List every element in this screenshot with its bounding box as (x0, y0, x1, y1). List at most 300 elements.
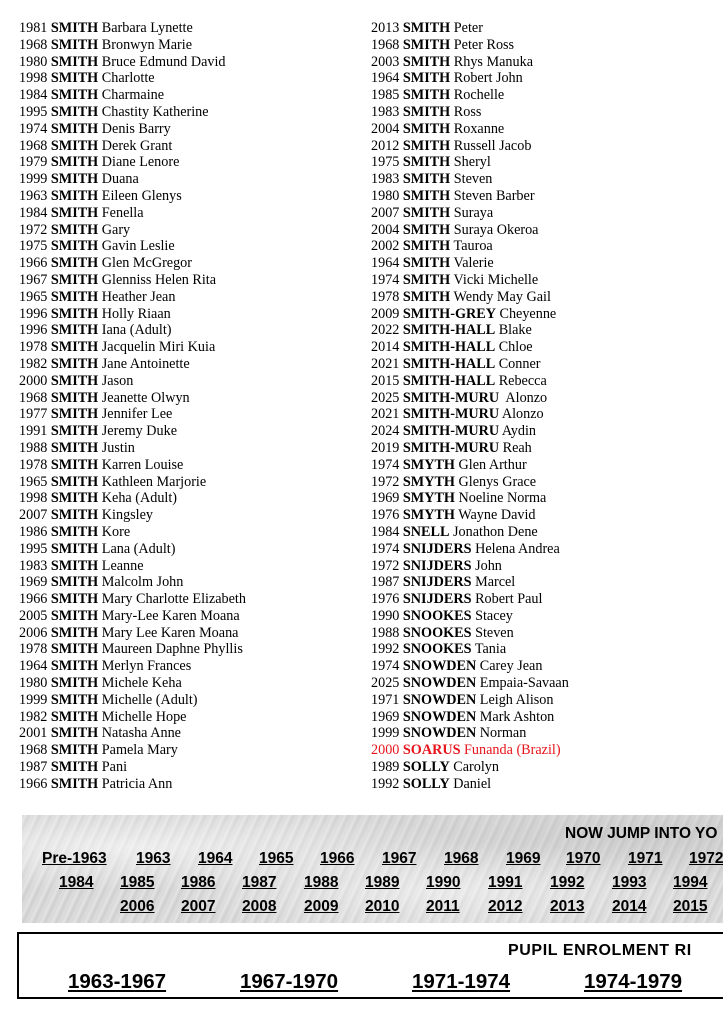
entry-given-names: Holly Riaan (101, 305, 171, 322)
entry-year: 2013 (371, 20, 400, 36)
year-link-1984[interactable]: 1984 (59, 874, 94, 891)
entry-year: 1963 (19, 187, 48, 204)
entry-given-names: Conner (498, 355, 541, 372)
entry-given-names: John (475, 557, 502, 574)
entry-year: 1980 (19, 675, 48, 692)
roll-entry (19, 742, 359, 759)
year-link-1965[interactable]: 1965 (259, 850, 294, 867)
entry-year: 1984 (371, 523, 400, 540)
roll-entry (371, 608, 723, 625)
entry-year: 1995 (19, 103, 48, 120)
entry-surname: SMITH (50, 775, 99, 792)
roll-entry (371, 356, 723, 373)
year-link-2010[interactable]: 2010 (365, 898, 400, 915)
roll-entry (371, 440, 723, 457)
entry-surname: SMITH (402, 204, 451, 221)
entry-surname: SMITH (402, 255, 451, 272)
entry-year: 2006 (19, 624, 48, 641)
entry-given-names: Funanda (Brazil) (464, 742, 561, 759)
entry-given-names: Mark Ashton (479, 708, 555, 725)
entry-given-names: Diane Lenore (101, 154, 180, 171)
entry-year: 1992 (371, 641, 400, 658)
entry-year: 1998 (19, 490, 48, 507)
year-link-1994[interactable]: 1994 (673, 874, 708, 891)
year-link-1964[interactable]: 1964 (198, 850, 233, 867)
entry-surname: SMITH (50, 557, 99, 574)
entry-year: 2024 (371, 423, 400, 440)
roll-entry (371, 423, 723, 440)
entry-year: 1965 (19, 473, 48, 490)
entry-year: 1990 (371, 607, 400, 624)
entry-surname: SMITH-HALL (402, 355, 496, 372)
roll-entry (19, 20, 359, 37)
entry-surname: SMITH (402, 187, 451, 204)
entry-surname: SMYTH (402, 473, 455, 490)
entry-given-names: Carolyn (453, 759, 499, 776)
entry-surname: SMITH-GREY (402, 305, 496, 322)
year-link-1963[interactable]: 1963 (136, 850, 171, 867)
entry-given-names: Jacquelin Miri Kuia (101, 339, 216, 356)
roll-entry (19, 675, 359, 692)
roll-entry (371, 390, 723, 407)
entry-year: 2005 (19, 607, 48, 624)
entry-given-names: Peter (453, 20, 483, 36)
entry-year: 2001 (19, 725, 48, 742)
enrolment-range-link[interactable]: 1967-1970 (240, 970, 339, 993)
entry-surname: SMITH (50, 339, 99, 356)
entry-surname: SMITH (50, 759, 99, 776)
entry-given-names: Sheryl (453, 154, 491, 171)
entry-surname: SMITH (50, 742, 99, 759)
entry-given-names: Glenniss Helen Rita (101, 271, 217, 288)
entry-given-names: Steven Barber (453, 187, 535, 204)
entry-surname: SMITH (402, 103, 451, 120)
entry-year: 1965 (19, 288, 48, 305)
jump-heading: NOW JUMP INTO YO (565, 825, 718, 842)
enrolment-heading: PUPIL ENROLMENT RI (508, 942, 692, 959)
entry-given-names: Maureen Daphne Phyllis (101, 641, 243, 658)
roll-entry (371, 70, 723, 87)
entry-surname: SMITH (50, 523, 99, 540)
entry-given-names: Duana (101, 171, 139, 188)
year-link-1970[interactable]: 1970 (566, 850, 601, 867)
roll-entry (19, 507, 359, 524)
roll-entry (371, 759, 723, 776)
entry-year: 1964 (19, 658, 48, 675)
entry-surname: SMITH (50, 691, 99, 708)
entry-year: 1968 (19, 36, 48, 53)
roll-entry (371, 457, 723, 474)
entry-given-names: Rochelle (453, 87, 505, 104)
entry-given-names: Heather Jean (101, 288, 176, 305)
entry-given-names: Mary-Lee Karen Moana (101, 607, 240, 624)
entry-year: 1992 (371, 775, 400, 792)
roll-entry (19, 238, 359, 255)
entry-given-names: Rebecca (498, 372, 547, 389)
roll-entry (19, 306, 359, 323)
roll-entry (371, 725, 723, 742)
entry-given-names: Mary Lee Karen Moana (101, 624, 239, 641)
roll-entry (371, 322, 723, 339)
entry-surname: SMITH (50, 187, 99, 204)
entry-surname: SMITH (50, 490, 99, 507)
entry-surname: SMITH (402, 238, 451, 255)
entry-given-names: Stacey (475, 607, 513, 624)
year-link-1985[interactable]: 1985 (120, 874, 155, 891)
entry-year: 1975 (19, 238, 48, 255)
entry-year: 1995 (19, 540, 48, 557)
roll-entry (19, 474, 359, 491)
entry-given-names: Bronwyn Marie (101, 36, 193, 53)
entry-year: 1991 (19, 423, 48, 440)
year-link-1969[interactable]: 1969 (506, 850, 541, 867)
year-link-2007[interactable]: 2007 (181, 898, 216, 915)
entry-given-names: Roxanne (453, 120, 505, 137)
entry-year: 1968 (19, 742, 48, 759)
roll-entry (371, 104, 723, 121)
entry-given-names: Chloe (498, 339, 533, 356)
roll-entry (19, 390, 359, 407)
year-link-2006[interactable]: 2006 (120, 898, 155, 915)
year-link-1993[interactable]: 1993 (612, 874, 647, 891)
entry-given-names: Glen McGregor (101, 255, 192, 272)
entry-surname: SMITH-HALL (402, 322, 496, 339)
year-link-1972[interactable]: 1972 (689, 850, 723, 867)
entry-year: 1968 (19, 389, 48, 406)
entry-year: 1966 (19, 775, 48, 792)
roll-entry (19, 709, 359, 726)
entry-surname: SMITH-HALL (402, 339, 496, 356)
entry-year: 1983 (371, 103, 400, 120)
entry-given-names: Merlyn Frances (101, 658, 192, 675)
entry-surname: SMITH (50, 507, 99, 524)
entry-year: 1977 (19, 406, 48, 423)
entry-year: 1988 (19, 439, 48, 456)
entry-year: 2012 (371, 137, 400, 154)
entry-year: 1974 (371, 271, 400, 288)
entry-surname: SMITH (402, 120, 451, 137)
entry-surname: SMITH (402, 36, 451, 53)
entry-surname: SMITH (402, 171, 451, 188)
year-navigation-panel (22, 815, 723, 923)
entry-given-names: Russell Jacob (453, 137, 532, 154)
year-link-1967[interactable]: 1967 (382, 850, 417, 867)
roll-entry (19, 138, 359, 155)
entry-given-names: Barbara Lynette (101, 20, 193, 36)
entry-given-names: Gary (101, 221, 131, 238)
entry-surname: SNOWDEN (402, 725, 477, 742)
entry-surname: SMYTH (402, 456, 455, 473)
entry-surname: SMITH (50, 53, 99, 70)
entry-given-names: Carey Jean (479, 658, 543, 675)
entry-year: 1976 (371, 507, 400, 524)
entry-given-names: Wayne David (458, 507, 536, 524)
roll-entry (371, 490, 723, 507)
roll-entry (19, 625, 359, 642)
entry-surname: SMITH-MURU (402, 423, 500, 440)
entry-year: 1999 (19, 691, 48, 708)
entry-surname: SMITH (402, 70, 451, 87)
entry-given-names: Charlotte (101, 70, 155, 87)
entry-given-names: Robert John (453, 70, 523, 87)
entry-year: 1974 (19, 120, 48, 137)
roll-column-right (371, 20, 723, 793)
entry-surname: SMITH (402, 221, 451, 238)
year-link-1989[interactable]: 1989 (365, 874, 400, 891)
roll-entry (19, 658, 359, 675)
year-link-2015[interactable]: 2015 (673, 898, 708, 915)
year-link-1992[interactable]: 1992 (550, 874, 585, 891)
entry-year: 2003 (371, 53, 400, 70)
year-link-2009[interactable]: 2009 (304, 898, 339, 915)
entry-surname: SNOOKES (402, 641, 472, 658)
roll-entry (371, 54, 723, 71)
entry-year: 1998 (19, 70, 48, 87)
entry-year: 1968 (19, 137, 48, 154)
year-link-1966[interactable]: 1966 (320, 850, 355, 867)
entry-given-names: Gavin Leslie (101, 238, 175, 255)
entry-surname: SMITH (50, 36, 99, 53)
entry-surname: SMITH (50, 221, 99, 238)
entry-year: 1996 (19, 305, 48, 322)
roll-column-left (19, 20, 359, 793)
entry-given-names: Justin (101, 439, 135, 456)
entry-given-names: Karren Louise (101, 456, 184, 473)
roll-entry (19, 104, 359, 121)
entry-surname: SNIJDERS (402, 574, 472, 591)
roll-entry (19, 188, 359, 205)
entry-year: 2009 (371, 305, 400, 322)
entry-year: 2025 (371, 389, 400, 406)
entry-year: 1982 (19, 708, 48, 725)
entry-given-names: Kore (101, 523, 131, 540)
entry-year: 1974 (371, 658, 400, 675)
entry-given-names: Suraya (453, 204, 494, 221)
entry-year: 1989 (371, 759, 400, 776)
entry-year: 1983 (19, 557, 48, 574)
roll-entry (19, 725, 359, 742)
entry-year: 1985 (371, 87, 400, 104)
enrolment-register-box (17, 932, 723, 999)
entry-surname: SMITH (50, 103, 99, 120)
entry-surname: SNIJDERS (402, 591, 472, 608)
entry-year: 1971 (371, 691, 400, 708)
entry-given-names: Jeremy Duke (101, 423, 178, 440)
entry-year: 1996 (19, 322, 48, 339)
roll-entry (19, 541, 359, 558)
roll-entry (371, 188, 723, 205)
roll-entry (19, 423, 359, 440)
roll-entry (19, 339, 359, 356)
entry-given-names: Kingsley (101, 507, 154, 524)
entry-surname: SMITH (402, 20, 451, 36)
entry-surname: SMITH (50, 305, 99, 322)
entry-year: 1982 (19, 355, 48, 372)
year-link-1987[interactable]: 1987 (242, 874, 277, 891)
roll-entry (19, 608, 359, 625)
year-link-1991[interactable]: 1991 (488, 874, 523, 891)
roll-entry (371, 306, 723, 323)
entry-year: 1987 (19, 759, 48, 776)
entry-surname: SMITH (50, 473, 99, 490)
entry-year: 1972 (371, 473, 400, 490)
entry-surname: SMITH (50, 154, 99, 171)
entry-year: 1972 (19, 221, 48, 238)
year-link-2014[interactable]: 2014 (612, 898, 647, 915)
entry-year: 2014 (371, 339, 400, 356)
entry-surname: SNOOKES (402, 607, 472, 624)
entry-given-names: Leanne (101, 557, 144, 574)
roll-entry (371, 625, 723, 642)
entry-year: 1978 (371, 288, 400, 305)
entry-year: 2021 (371, 406, 400, 423)
entry-given-names: Tania (474, 641, 507, 658)
entry-year: 1987 (371, 574, 400, 591)
entry-given-names: Michele Keha (101, 675, 182, 692)
entry-year: 1988 (371, 624, 400, 641)
roll-entry (19, 776, 359, 793)
entry-year: 1969 (19, 574, 48, 591)
entry-surname: SMITH (50, 355, 99, 372)
entry-year: 2007 (371, 204, 400, 221)
entry-surname: SMITH (50, 641, 99, 658)
entry-year: 1976 (371, 591, 400, 608)
entry-surname: SMITH (50, 372, 99, 389)
year-link-1986[interactable]: 1986 (181, 874, 216, 891)
entry-given-names: Denis Barry (101, 120, 171, 137)
entry-year: 2004 (371, 120, 400, 137)
entry-given-names: Tauroa (453, 238, 493, 255)
year-link-1968[interactable]: 1968 (444, 850, 479, 867)
enrolment-range-link[interactable]: 1971-1974 (412, 970, 511, 993)
roll-entry (371, 238, 723, 255)
entry-surname: SMITH (50, 675, 99, 692)
entry-given-names: Steven (453, 171, 493, 188)
entry-given-names: Glenys Grace (458, 473, 537, 490)
entry-surname: SMITH-MURU (402, 406, 500, 423)
year-link-2013[interactable]: 2013 (550, 898, 585, 915)
roll-entry (19, 692, 359, 709)
entry-given-names: Pamela Mary (101, 742, 178, 759)
entry-surname: SNIJDERS (402, 540, 472, 557)
entry-given-names: Keha (Adult) (101, 490, 178, 507)
entry-given-names: Jonathon Dene (453, 523, 538, 540)
entry-surname: SNIJDERS (402, 557, 472, 574)
roll-entry (371, 541, 723, 558)
entry-year: 1981 (19, 20, 48, 36)
roll-entry (19, 322, 359, 339)
roll-entry (371, 20, 723, 37)
entry-year: 1978 (19, 339, 48, 356)
entry-surname: SMYTH (402, 490, 455, 507)
entry-year: 1980 (19, 53, 48, 70)
entry-year: 1986 (19, 523, 48, 540)
roll-entry (19, 440, 359, 457)
entry-surname: SMITH (50, 288, 99, 305)
roll-entry (371, 742, 723, 759)
entry-surname: SMITH (50, 87, 99, 104)
roll-entry (19, 457, 359, 474)
entry-year: 1967 (19, 271, 48, 288)
roll-entry (19, 154, 359, 171)
entry-given-names: Fenella (101, 204, 144, 221)
entry-surname: SNELL (402, 523, 450, 540)
year-link-1990[interactable]: 1990 (426, 874, 461, 891)
roll-entry (371, 591, 723, 608)
entry-surname: SMITH-HALL (402, 372, 496, 389)
entry-surname: SMITH (50, 607, 99, 624)
entry-surname: SMITH (50, 238, 99, 255)
roll-entry (371, 222, 723, 239)
year-link-1971[interactable]: 1971 (628, 850, 663, 867)
entry-surname: SMITH (402, 288, 451, 305)
roll-entry (19, 54, 359, 71)
roll-entry (19, 591, 359, 608)
entry-year: 2000 (19, 372, 48, 389)
year-link-1988[interactable]: 1988 (304, 874, 339, 891)
year-link-2011[interactable]: 2011 (426, 898, 460, 915)
entry-year: 1972 (371, 557, 400, 574)
roll-entry (19, 406, 359, 423)
roll-entry (371, 339, 723, 356)
entry-surname: SMITH (50, 540, 99, 557)
entry-year: 1968 (371, 36, 400, 53)
roll-entry (19, 759, 359, 776)
entry-given-names: Cheyenne (499, 305, 557, 322)
entry-surname: SNOOKES (402, 624, 472, 641)
roll-entry (371, 406, 723, 423)
entry-surname: SMITH (50, 725, 99, 742)
roll-entry (19, 37, 359, 54)
entry-surname: SMITH (50, 591, 99, 608)
roll-entry (371, 87, 723, 104)
entry-surname: SMITH (50, 70, 99, 87)
entry-surname: SNOWDEN (402, 658, 477, 675)
roll-entry (19, 255, 359, 272)
year-link-2012[interactable]: 2012 (488, 898, 523, 915)
entry-surname: SNOWDEN (402, 708, 477, 725)
roll-entry (19, 373, 359, 390)
entry-year: 1984 (19, 87, 48, 104)
entry-given-names: Glen Arthur (458, 456, 527, 473)
entry-given-names: Ross (453, 103, 482, 120)
entry-given-names: Michelle Hope (101, 708, 187, 725)
enrolment-range-link[interactable]: 1974-1979 (584, 970, 683, 993)
roll-entry (371, 289, 723, 306)
entry-year: 2004 (371, 221, 400, 238)
entry-surname: SOARUS (402, 742, 461, 759)
entry-surname: SOLLY (402, 759, 450, 776)
entry-given-names: Jane Antoinette (101, 355, 190, 372)
entry-given-names: Aydin (501, 423, 537, 440)
roll-entry (371, 37, 723, 54)
entry-given-names: Daniel (453, 775, 492, 792)
entry-given-names: Lana (Adult) (101, 540, 176, 557)
entry-given-names: Mary Charlotte Elizabeth (101, 591, 246, 608)
roll-entry (19, 205, 359, 222)
enrolment-range-link[interactable]: 1963-1967 (68, 970, 167, 993)
entry-given-names: Valerie (453, 255, 494, 272)
year-link-pre-1963[interactable]: Pre-1963 (42, 850, 107, 867)
roll-entry (371, 272, 723, 289)
entry-year: 1974 (371, 540, 400, 557)
entry-surname: SOLLY (402, 775, 450, 792)
year-link-2008[interactable]: 2008 (242, 898, 277, 915)
entry-given-names: Rhys Manuka (453, 53, 533, 70)
entry-surname: SMITH-MURU (402, 389, 500, 406)
entry-given-names: Alonzo (502, 389, 548, 406)
entry-year: 1999 (19, 171, 48, 188)
